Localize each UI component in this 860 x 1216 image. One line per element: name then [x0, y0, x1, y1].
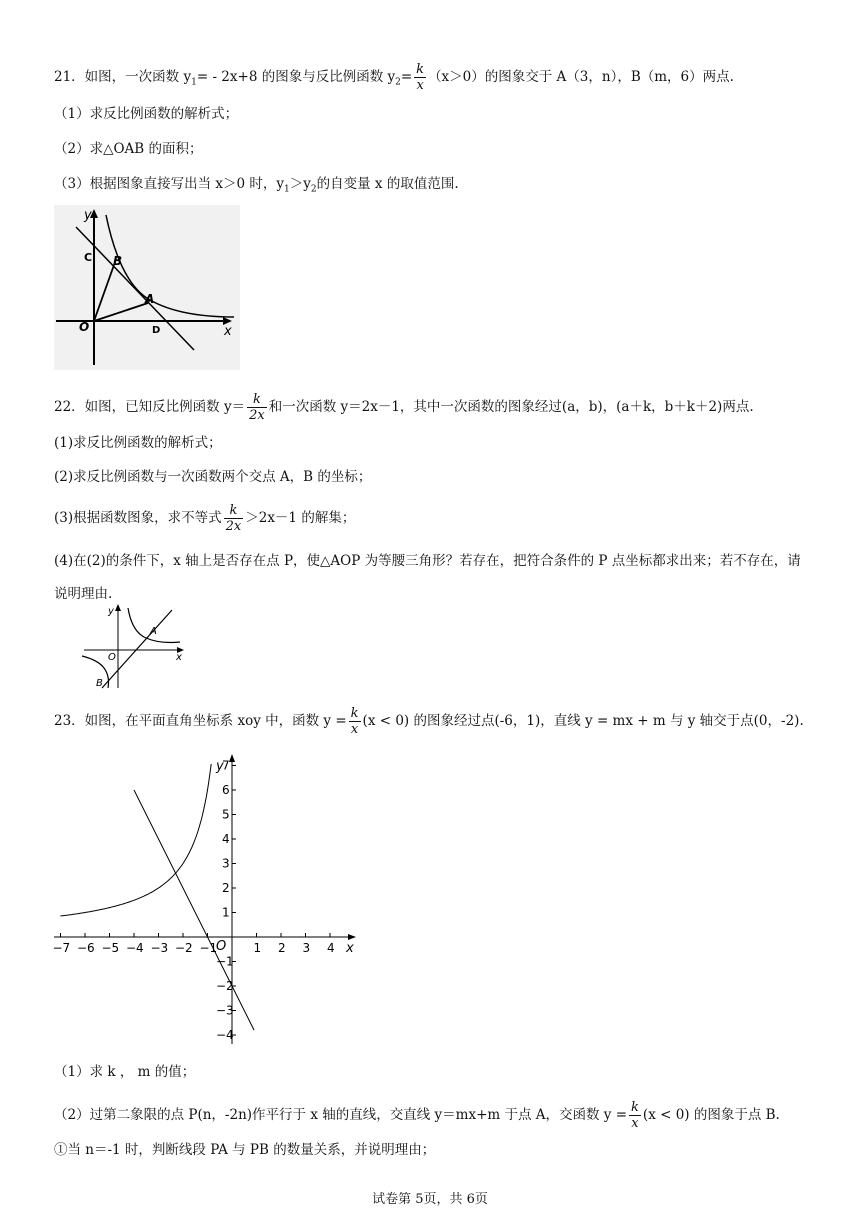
y-tick-label: −1 [216, 954, 234, 969]
y-tick-label: 6 [222, 783, 230, 797]
y-axis-arrow [115, 604, 121, 611]
fraction-k-over-x: $\frac{k}{x}$ [350, 706, 359, 737]
axis-label-y: y [84, 208, 92, 223]
x-axis-arrow [348, 934, 356, 940]
q22-part1: (1)求反比例函数的解析式； [54, 435, 222, 451]
fraction-k-over-2x: $\frac{k}{2x}$ [249, 392, 265, 423]
x-tick-labels [53, 941, 335, 955]
y-axis-arrow [229, 754, 235, 762]
q23-part1: （1）求 k ， m 的值； [54, 1064, 196, 1080]
fraction-k-over-x: $\frac{k}{x}$ [416, 62, 425, 93]
q23-stem: 23．如图，在平面直角坐标系 xoy 中，函数 y = $\frac{k}{x}$ (x < 0) 的图象经过点(-6，1)，直线 y = mx + m 与 y 轴交于点(0，-2). [54, 706, 804, 737]
y-tick-label: −4 [216, 1028, 234, 1042]
y-tick-label: 3 [222, 856, 230, 871]
q22-figure [80, 602, 190, 690]
axis-label-y: y [108, 606, 114, 617]
x-tick-label: −1 [199, 941, 218, 955]
q23-coordinate-figure [50, 750, 370, 1050]
q21-figure [54, 205, 240, 370]
point-label-B: B [113, 254, 123, 268]
q21-part2: （2）求△OAB 的面积； [54, 141, 203, 157]
page-footer: 试卷第 5页，共 6页 [372, 1192, 488, 1207]
x-tick-label: 3 [302, 941, 311, 955]
x-tick-label: 2 [278, 941, 286, 955]
x-tick-label: −4 [126, 941, 144, 955]
figure-background [54, 205, 240, 370]
point-label-A: A [145, 292, 155, 306]
x-tick-label: 4 [327, 941, 335, 955]
y-tick-label: −2 [216, 979, 234, 993]
q22-part4: (4)在(2)的条件下，x 轴上是否存在点 P，使△AOP 为等腰三角形？若存在，把符合条件的 P 点坐标都求出来；若不存在，请说明理由. [54, 553, 801, 602]
q21-part3: （3）根据图象直接写出当 x＞0 时，$y_1>y_2$的自变量 x 的取值范围. [54, 176, 459, 195]
fraction-k-over-2x-inequality: $\frac{k}{2x}$ [225, 503, 242, 534]
point-label-B: B [96, 678, 103, 689]
point-label-D: D [152, 325, 161, 336]
x-tick-label: 1 [253, 941, 262, 955]
y-tick-label: 5 [222, 807, 230, 822]
q23-part2: （2）过第二象限的点 P(n，-2n)作平行于 x 轴的直线，交直线 y＝mx+m 于点 A，交函数 y = $\frac{k}{x}$ (x < 0) 的图象于点 B. [54, 1100, 780, 1131]
x-tick-label: −2 [175, 941, 193, 955]
q22-stem: 22．如图，已知反比例函数 y＝ $\frac{k}{2x}$ 和一次函数 y＝2x－1，其中一次函数的图象经过(a，b)，(a＋k，b＋k＋2)两点. [54, 392, 754, 423]
x-tick-label: −7 [52, 941, 71, 955]
linear-function-line [102, 610, 172, 688]
y-tick-label: 7 [222, 758, 230, 773]
y-tick-label: 4 [222, 832, 230, 846]
y-tick-label: 1 [222, 905, 230, 920]
y-tick-label: −3 [216, 1003, 234, 1018]
q22-part2: (2)求反比例函数与一次函数两个交点 A，B 的坐标； [54, 469, 372, 485]
point-label-C: C [84, 251, 93, 264]
q21-stem: 21．如图，一次函数 $y_1= - 2x+8$ 的图象与反比例函数 $y_2=$ $\frac{k}{x}$ （x＞0）的图象交于 A（3，n），B（m，6）两点. [54, 62, 734, 93]
point-label-A: A [150, 626, 157, 637]
inverse-function-curve [61, 764, 212, 916]
line-y-mx-plus-m [134, 790, 254, 1030]
x-tick-label: −6 [77, 941, 95, 955]
origin-label: O [216, 939, 227, 954]
axis-label-x: x [224, 324, 232, 339]
axis-label-x: x [346, 941, 354, 956]
q21-part1: （1）求反比例函数的解析式； [54, 106, 239, 122]
tick-marks [61, 766, 331, 1036]
axis-label-y: y [216, 759, 224, 774]
fraction-k-over-x: $\frac{k}{x}$ [631, 1100, 639, 1131]
x-tick-label: −3 [150, 941, 169, 955]
q22-part3: (3)根据函数图象，求不等式 $\frac{k}{2x}$ ＞2x－1 的解集； [54, 503, 356, 534]
q23-part2-sub1: ①当 n＝-1 时，判断线段 PA 与 PB 的数量关系，并说明理由； [54, 1142, 436, 1158]
y-tick-label: 2 [222, 881, 230, 895]
y-tick-labels [216, 759, 234, 1043]
axis-label-x: x [176, 652, 182, 663]
point-label-O: O [79, 320, 90, 334]
x-tick-label: −5 [101, 941, 120, 955]
point-label-O: O [108, 652, 116, 663]
